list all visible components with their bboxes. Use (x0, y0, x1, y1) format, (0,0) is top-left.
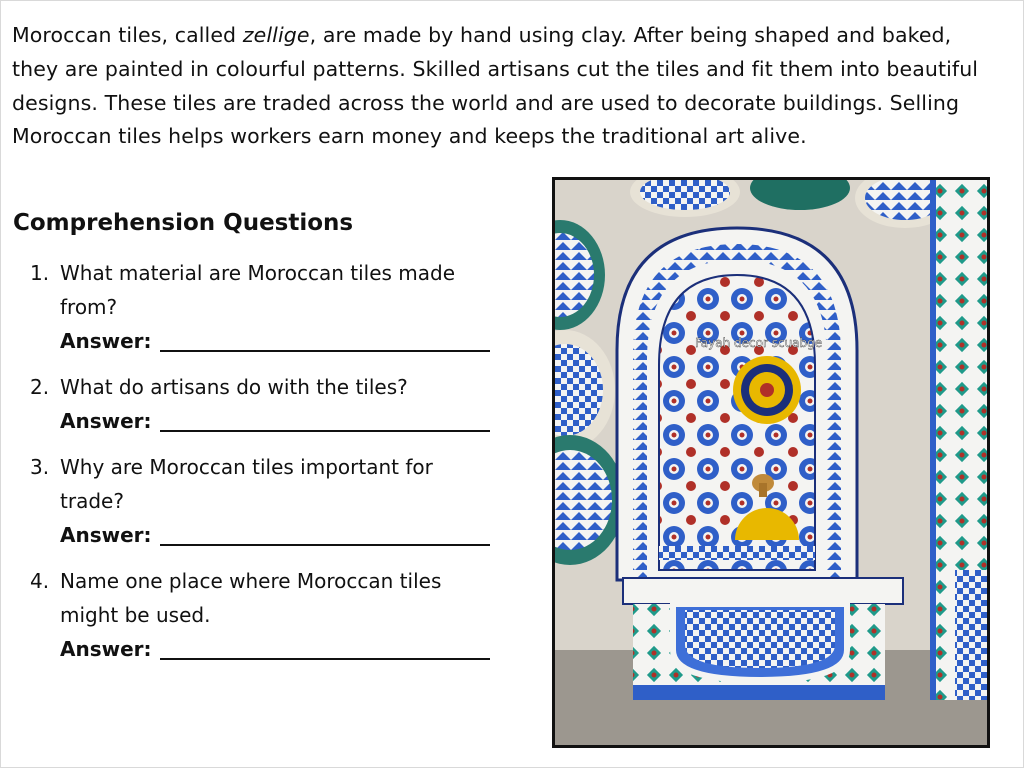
question-number: 1. (30, 261, 50, 285)
star-medallion (733, 356, 801, 424)
photo-watermark: Fayah decor scuabge (695, 336, 823, 350)
intro-term-zellige: zellige (242, 23, 310, 47)
fountain-basin (623, 578, 903, 700)
fountain-photo (552, 177, 990, 748)
question-list (30, 256, 500, 678)
zellige-fountain-illustration (555, 180, 987, 745)
question-item-1 (30, 256, 500, 358)
answer-blank-1[interactable] (160, 328, 490, 352)
answer-label: Answer: (60, 409, 152, 433)
question-text: Why are Moroccan tiles important for trade? (60, 455, 433, 513)
answer-line (60, 518, 500, 552)
question-number: 3. (30, 455, 50, 479)
side-pillar (930, 180, 987, 700)
answer-label: Answer: (60, 637, 152, 661)
question-text: Name one place where Moroccan tiles might be used. (60, 569, 442, 627)
answer-line (60, 632, 500, 666)
intro-text-part2: , are made by hand using clay. After being shaped and baked, they are painted in colourful patterns. Skilled artisans cut the tiles and fit them into beautiful designs. These tiles are traded across the world and are used to decorate buildings. Selling Moroccan tiles helps workers earn money and keeps the traditional art alive. (12, 23, 979, 149)
comprehension-heading: Comprehension Questions (13, 210, 354, 236)
answer-blank-2[interactable] (160, 408, 490, 432)
answer-label: Answer: (60, 329, 152, 353)
basin-band (659, 546, 815, 560)
answer-label: Answer: (60, 523, 152, 547)
answer-blank-3[interactable] (160, 522, 490, 546)
question-text: What material are Moroccan tiles made from? (60, 261, 456, 319)
answer-blank-4[interactable] (160, 636, 490, 660)
intro-paragraph (12, 19, 1002, 154)
answer-line (60, 324, 500, 358)
question-item-4 (30, 564, 500, 666)
intro-text-part1: Moroccan tiles, called (12, 23, 243, 47)
question-item-2 (30, 370, 500, 438)
question-text: What do artisans do with the tiles? (60, 375, 408, 399)
answer-line (60, 404, 500, 438)
question-item-3 (30, 450, 500, 552)
question-number: 2. (30, 375, 50, 399)
question-number: 4. (30, 569, 50, 593)
